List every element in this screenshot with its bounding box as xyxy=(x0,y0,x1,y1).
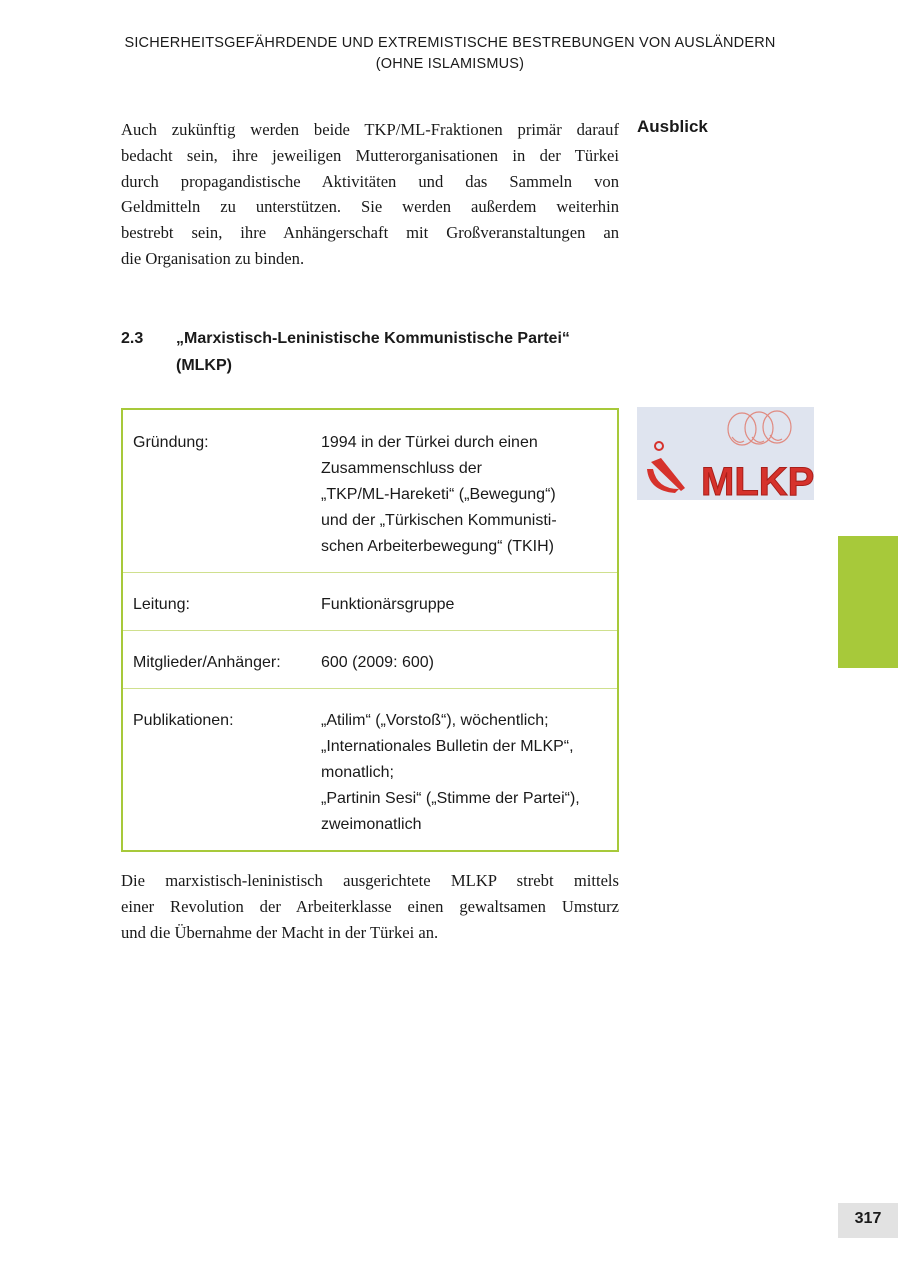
text-line: bestrebt sein, ihre Anhängerschaft mit Großveranstaltungen an xyxy=(121,223,619,243)
running-head xyxy=(0,33,900,75)
text-line: bedacht sein, ihre jeweiligen Mutterorganisationen in der Türkei xyxy=(121,145,619,165)
logo-text: MLKP xyxy=(701,460,814,500)
text-line: Geldmitteln zu unterstützen. Sie werden außerdem weiterhin xyxy=(121,197,619,217)
mlkp-logo-graphic xyxy=(637,407,814,500)
page-number: 317 xyxy=(838,1203,898,1238)
row-label: Gründung: xyxy=(133,434,209,451)
text-line: durch propagandistische Aktivitäten und das Sammeln von xyxy=(121,171,619,191)
text-line: und die Übernahme der Macht in der Türkei an. xyxy=(121,922,439,942)
chapter-tab xyxy=(838,536,898,668)
mlkp-logo xyxy=(637,407,814,500)
table-row xyxy=(123,630,617,688)
table-row xyxy=(123,410,617,572)
row-value xyxy=(321,650,607,676)
value-line: „Internationales Bulletin der MLKP“, xyxy=(321,738,574,755)
closing-paragraph xyxy=(121,868,619,945)
running-head-line: (OHNE ISLAMISMUS) xyxy=(375,56,525,72)
value-line: „Atilim“ („Vorstoß“), wöchentlich; xyxy=(321,712,549,729)
margin-note: Ausblick xyxy=(637,117,708,136)
row-value xyxy=(321,592,607,618)
value-line: „TKP/ML-Hareketi“ („Bewegung“) xyxy=(321,486,556,503)
portraits-icon xyxy=(728,411,791,445)
intro-paragraph xyxy=(121,117,619,272)
value-line: Funktionärsgruppe xyxy=(321,596,455,613)
section-number: 2.3 xyxy=(121,330,144,347)
row-label: Publikationen: xyxy=(133,712,234,729)
value-line: Zusammenschluss der xyxy=(321,460,482,477)
table-row xyxy=(123,688,617,850)
value-line: und der „Türkischen Kommunisti- xyxy=(321,512,557,529)
text-line: einer Revolution der Arbeiterklasse einen gewaltsamen Umsturz xyxy=(121,896,619,916)
hammer-sickle-icon xyxy=(647,442,685,493)
row-value xyxy=(321,430,607,560)
value-line: schen Arbeiterbewegung“ (TKIH) xyxy=(321,538,554,555)
row-label: Leitung: xyxy=(133,596,190,613)
text-line: Auch zukünftig werden beide TKP/ML-Fraktionen primär darauf xyxy=(121,120,619,139)
row-label: Mitglieder/Anhänger: xyxy=(133,654,281,671)
value-line: zweimonatlich xyxy=(321,816,422,833)
row-value xyxy=(321,708,607,838)
section-title: „Marxistisch-Leninistische Kommunistische Partei“ (MLKP) xyxy=(176,330,570,374)
value-line: monatlich; xyxy=(321,764,394,781)
running-head-line: SICHERHEITSGEFÄHRDENDE UND EXTREMISTISCHE BESTREBUNGEN VON AUSLÄNDERN xyxy=(124,35,776,51)
value-line: „Partinin Sesi“ („Stimme der Partei“), xyxy=(321,790,580,807)
value-line: 600 (2009: 600) xyxy=(321,654,434,671)
text-line: Die marxistisch-leninistisch ausgerichtete MLKP strebt mittels xyxy=(121,871,619,890)
text-line: die Organisation zu binden. xyxy=(121,248,305,268)
value-line: 1994 in der Türkei durch einen xyxy=(321,434,538,451)
fact-table xyxy=(121,408,619,852)
table-row xyxy=(123,572,617,630)
